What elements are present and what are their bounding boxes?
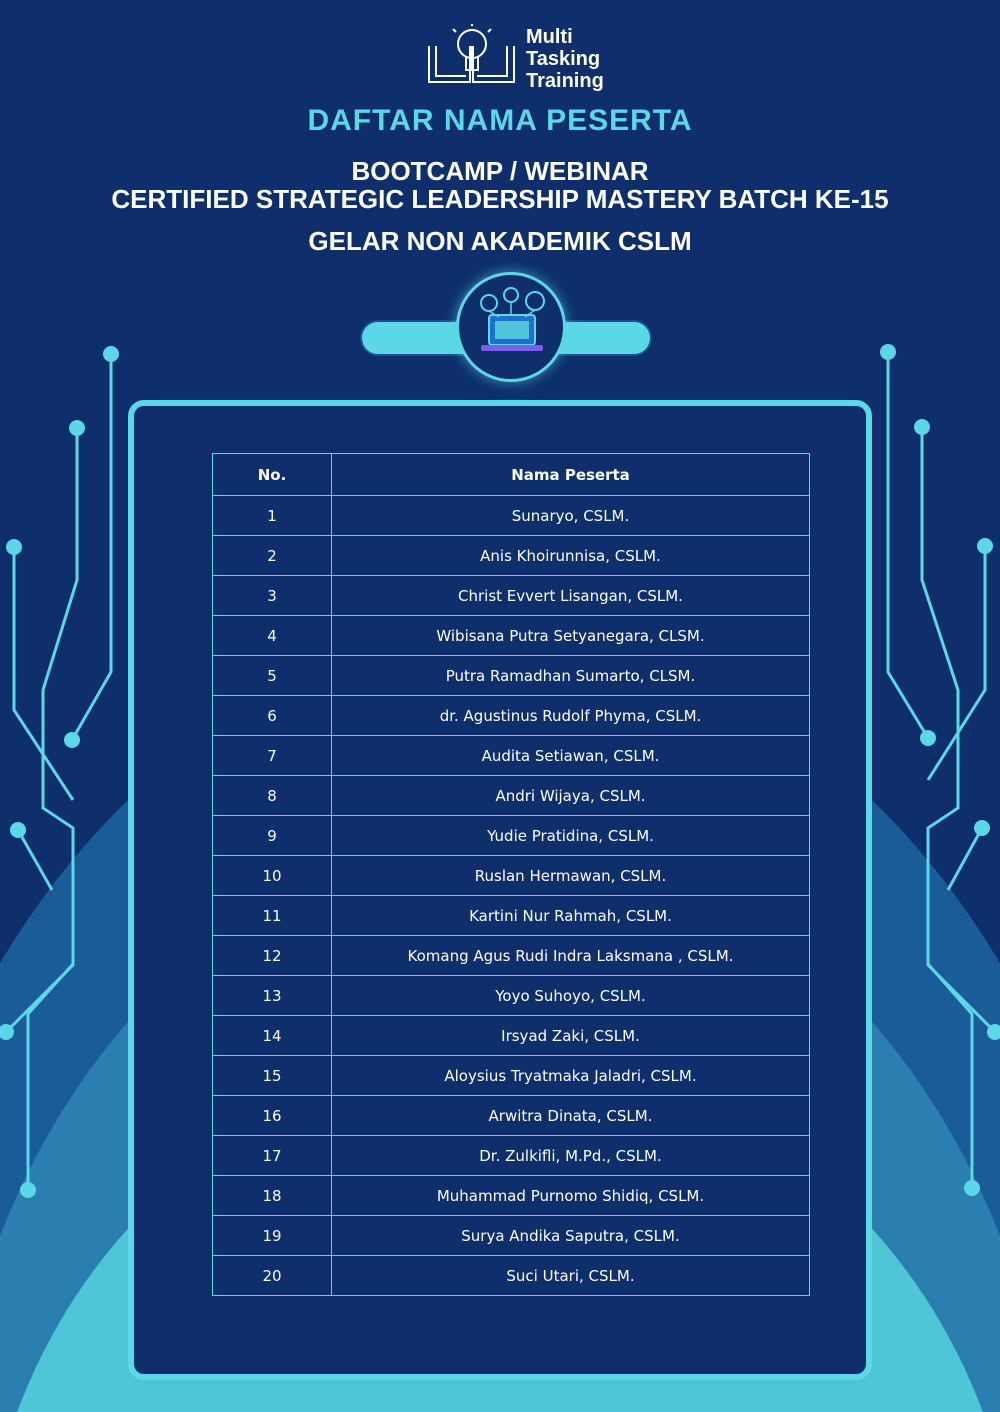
book-lightbulb-icon bbox=[426, 24, 518, 86]
brand-name-line-1: Multi bbox=[526, 26, 573, 48]
table-row bbox=[213, 1056, 810, 1096]
participant-table bbox=[212, 453, 810, 1296]
table-body bbox=[213, 496, 810, 1296]
participant-name: Muhammad Purnomo Shidiq, CSLM. bbox=[332, 1176, 810, 1216]
table-row bbox=[213, 856, 810, 896]
emblem bbox=[456, 272, 566, 382]
row-number: 20 bbox=[213, 1256, 332, 1296]
table-row bbox=[213, 576, 810, 616]
table-row bbox=[213, 776, 810, 816]
participant-name: Anis Khoirunnisa, CSLM. bbox=[332, 536, 810, 576]
participant-name: Surya Andika Saputra, CSLM. bbox=[332, 1216, 810, 1256]
table-row bbox=[213, 1136, 810, 1176]
brand-name-line-3: Training bbox=[526, 70, 604, 92]
participant-name: Irsyad Zaki, CSLM. bbox=[332, 1016, 810, 1056]
table-header-row bbox=[213, 454, 810, 496]
row-number: 1 bbox=[213, 496, 332, 536]
row-number: 7 bbox=[213, 736, 332, 776]
table-row bbox=[213, 896, 810, 936]
row-number: 19 bbox=[213, 1216, 332, 1256]
brand-logo bbox=[426, 24, 626, 96]
degree-title: GELAR NON AKADEMIK CSLM bbox=[308, 226, 692, 256]
table-row bbox=[213, 656, 810, 696]
row-number: 5 bbox=[213, 656, 332, 696]
participant-name: Ruslan Hermawan, CSLM. bbox=[332, 856, 810, 896]
participant-name: Audita Setiawan, CSLM. bbox=[332, 736, 810, 776]
table-row bbox=[213, 1096, 810, 1136]
participant-name: Arwitra Dinata, CSLM. bbox=[332, 1096, 810, 1136]
row-number: 4 bbox=[213, 616, 332, 656]
row-number: 11 bbox=[213, 896, 332, 936]
program-name: CERTIFIED STRATEGIC LEADERSHIP MASTERY BATCH KE-15 bbox=[111, 184, 889, 214]
row-number: 2 bbox=[213, 536, 332, 576]
table-row bbox=[213, 616, 810, 656]
participant-name: dr. Agustinus Rudolf Phyma, CSLM. bbox=[332, 696, 810, 736]
table-row bbox=[213, 696, 810, 736]
participant-name: Yudie Pratidina, CSLM. bbox=[332, 816, 810, 856]
row-number: 14 bbox=[213, 1016, 332, 1056]
row-number: 15 bbox=[213, 1056, 332, 1096]
table-row bbox=[213, 1176, 810, 1216]
participant-name: Dr. Zulkifli, M.Pd., CSLM. bbox=[332, 1136, 810, 1176]
participant-name: Andri Wijaya, CSLM. bbox=[332, 776, 810, 816]
table-row bbox=[213, 1216, 810, 1256]
table-row bbox=[213, 1016, 810, 1056]
participant-name: Aloysius Tryatmaka Jaladri, CSLM. bbox=[332, 1056, 810, 1096]
participant-name: Wibisana Putra Setyanegara, CLSM. bbox=[332, 616, 810, 656]
row-number: 8 bbox=[213, 776, 332, 816]
participant-name: Yoyo Suhoyo, CSLM. bbox=[332, 976, 810, 1016]
participant-name: Sunaryo, CSLM. bbox=[332, 496, 810, 536]
table-row bbox=[213, 1256, 810, 1296]
row-number: 13 bbox=[213, 976, 332, 1016]
participant-name: Komang Agus Rudi Indra Laksmana , CSLM. bbox=[332, 936, 810, 976]
row-number: 18 bbox=[213, 1176, 332, 1216]
header-name: Nama Peserta bbox=[332, 454, 810, 496]
computer-network-illustration-icon bbox=[459, 275, 563, 379]
table-row bbox=[213, 736, 810, 776]
event-type: BOOTCAMP / WEBINAR bbox=[351, 156, 649, 186]
header-no: No. bbox=[213, 454, 332, 496]
row-number: 9 bbox=[213, 816, 332, 856]
row-number: 10 bbox=[213, 856, 332, 896]
row-number: 12 bbox=[213, 936, 332, 976]
table-row bbox=[213, 816, 810, 856]
table-row bbox=[213, 976, 810, 1016]
brand-name bbox=[526, 26, 604, 92]
brand-name-line-2: Tasking bbox=[526, 48, 601, 70]
row-number: 3 bbox=[213, 576, 332, 616]
row-number: 6 bbox=[213, 696, 332, 736]
participant-name: Putra Ramadhan Sumarto, CLSM. bbox=[332, 656, 810, 696]
participant-name: Christ Evvert Lisangan, CSLM. bbox=[332, 576, 810, 616]
row-number: 17 bbox=[213, 1136, 332, 1176]
row-number: 16 bbox=[213, 1096, 332, 1136]
participant-name: Kartini Nur Rahmah, CSLM. bbox=[332, 896, 810, 936]
table-row bbox=[213, 536, 810, 576]
table-row bbox=[213, 496, 810, 536]
table-row bbox=[213, 936, 810, 976]
page-title: DAFTAR NAMA PESERTA bbox=[307, 104, 693, 137]
participant-name: Suci Utari, CSLM. bbox=[332, 1256, 810, 1296]
